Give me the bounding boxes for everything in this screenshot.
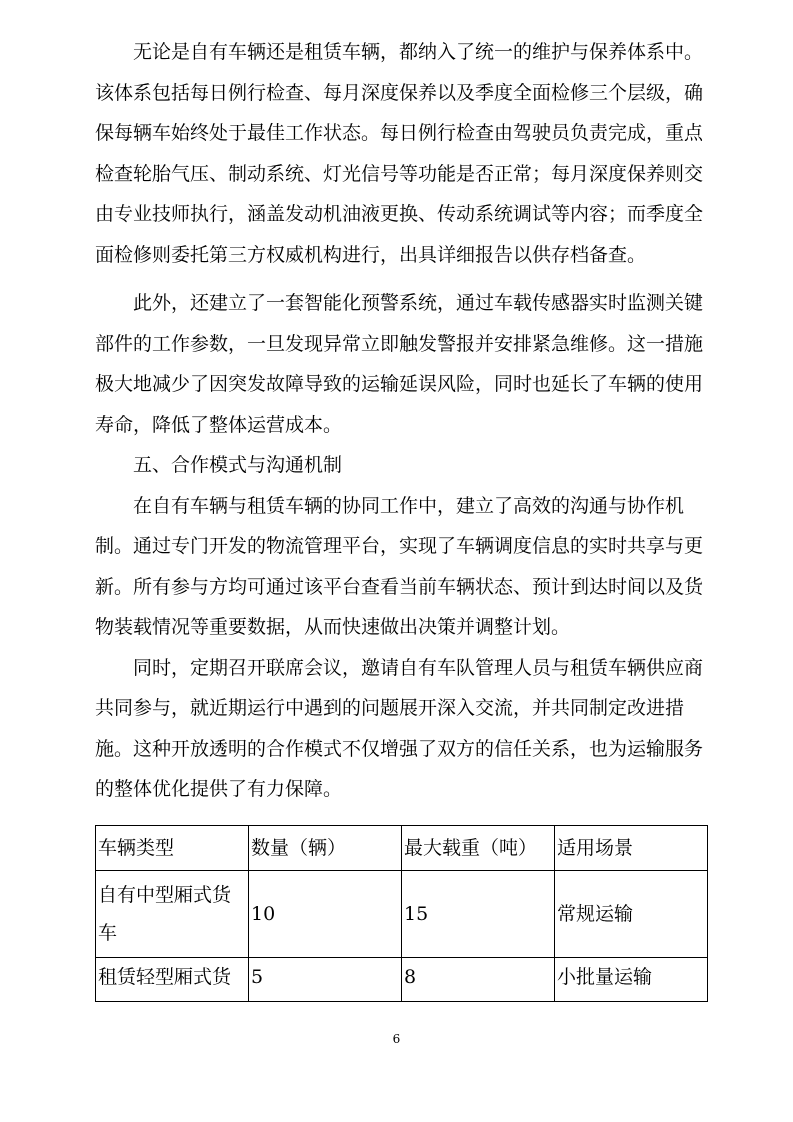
table-header-cell: 适用场景 (555, 826, 708, 871)
text-line: 由专业技师执行，涵盖发动机油液更换、传动系统调试等内容；而季度全 (95, 203, 704, 225)
text-line: 制。通过专门开发的物流管理平台，实现了车辆调度信息的实时共享与更 (95, 535, 704, 557)
table-cell: 10 (249, 871, 402, 958)
page-number: 6 (392, 1032, 401, 1046)
table-cell: 5 (249, 958, 402, 1002)
text-line: 物装载情况等重要数据，从而快速做出决策并调整计划。 (95, 616, 571, 638)
paragraph-warning-system (95, 283, 704, 445)
text-line: 部件的工作参数，一旦发现异常立即触发警报并安排紧急维修。这一措施 (95, 332, 704, 355)
section-heading: 五、合作模式与沟通机制 (133, 454, 343, 476)
text-line: 寿命，降低了整体运营成本。 (95, 413, 343, 436)
paragraph-maintenance (95, 32, 704, 275)
document-body (95, 32, 704, 810)
text-line: 同时，定期召开联席会议，邀请自有车队管理人员与租赁车辆供应商 (133, 656, 704, 679)
text-line: 检查轮胎气压、制动系统、灯光信号等功能是否正常；每月深度保养则交 (95, 162, 704, 185)
text-line: 保每辆车始终处于最佳工作状态。每日例行检查由驾驶员负责完成，重点 (95, 122, 704, 144)
text-line: 此外，还建立了一套智能化预警系统，通过车载传感器实时监测关键 (133, 292, 704, 314)
table-cell (96, 871, 249, 958)
table-cell: 15 (402, 871, 555, 958)
table-row (96, 871, 708, 958)
table-cell: 8 (402, 958, 555, 1002)
table-cell: 常规运输 (555, 871, 708, 958)
text-line: 共同参与，就近期运行中遇到的问题展开深入交流，并共同制定改进措 (95, 697, 685, 719)
text-line: 面检修则委托第三方权威机构进行，出具详细报告以供存档备查。 (95, 243, 647, 266)
table-row (96, 958, 708, 1002)
text-line: 在自有车辆与租赁车辆的协同工作中，建立了高效的沟通与协作机 (133, 494, 685, 517)
text-line: 的整体优化提供了有力保障。 (95, 778, 343, 800)
table-header-row (96, 826, 708, 871)
paragraph-communication (95, 486, 704, 648)
table-header-cell: 车辆类型 (96, 826, 249, 871)
text-line: 该体系包括每日例行检查、每月深度保养以及季度全面检修三个层级，确 (95, 81, 704, 104)
cell-text: 自有中型厢式货车 (98, 884, 232, 944)
table-cell: 租赁轻型厢式货 (96, 958, 249, 1002)
vehicle-table (95, 825, 708, 1002)
table-cell: 小批量运输 (555, 958, 708, 1002)
paragraph-meetings (95, 648, 704, 810)
text-line: 无论是自有车辆还是租赁车辆，都纳入了统一的维护与保养体系中。 (133, 41, 704, 63)
table-header-cell: 最大载重（吨） (402, 826, 555, 871)
table-header-cell: 数量（辆） (249, 826, 402, 871)
text-line: 新。所有参与方均可通过该平台查看当前车辆状态、预计到达时间以及货 (95, 575, 704, 598)
text-line: 施。这种开放透明的合作模式不仅增强了双方的信任关系，也为运输服务 (95, 737, 704, 760)
text-line: 极大地减少了因突发故障导致的运输延误风险，同时也延长了车辆的使用 (95, 373, 704, 395)
